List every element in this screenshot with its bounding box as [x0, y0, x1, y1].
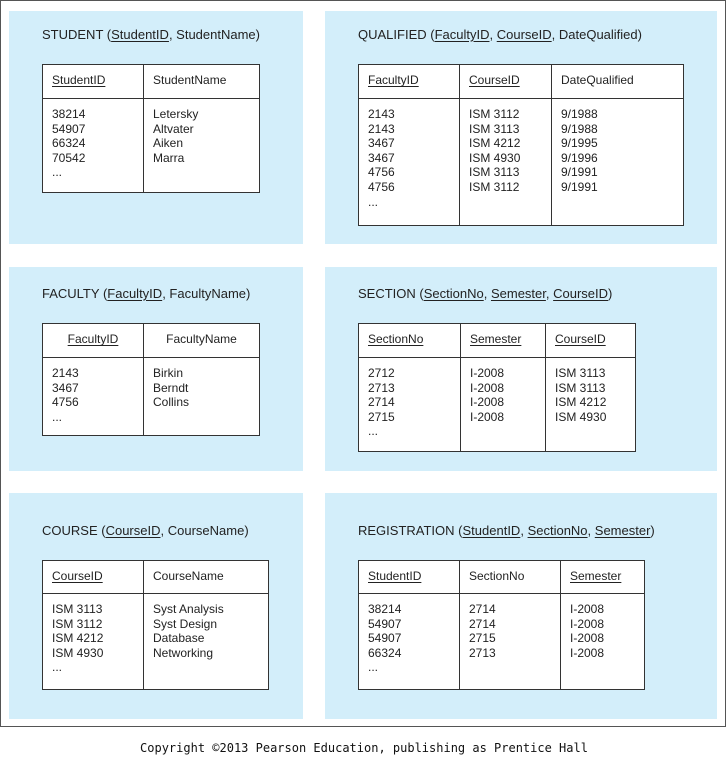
column-header: FacultyID [67, 332, 119, 346]
table-column [43, 561, 143, 689]
column-values [470, 366, 504, 439]
table-cell: ISM 3113 [52, 602, 103, 616]
table-column [460, 324, 545, 451]
column-values [153, 107, 198, 180]
table-cell: 54907 [52, 121, 86, 136]
table-cell: ISM 3112 [469, 179, 520, 194]
table-cell [469, 195, 520, 210]
table-cell: ISM 4212 [52, 631, 104, 646]
table-column [143, 561, 268, 689]
table-cell: 54907 [368, 631, 402, 646]
table-cell: ISM 3112 [469, 107, 520, 121]
column-values [561, 107, 598, 209]
table-cell: Birkin [153, 366, 184, 380]
relation-name: STUDENT [42, 27, 104, 42]
relation-name: REGISTRATION [358, 523, 455, 538]
primary-key-attribute: CourseID [105, 523, 161, 538]
table-cell: ISM 3112 [52, 616, 103, 631]
table-cell: ... [368, 660, 379, 675]
column-values [368, 602, 401, 675]
column-values [153, 602, 224, 675]
table-cell: 4756 [368, 165, 395, 180]
table-cell: ISM 3113 [469, 165, 520, 180]
student-relation-title: STUDENT (StudentID, StudentName) [42, 27, 261, 42]
table-cell: Networking [153, 645, 214, 660]
table-cell: Berndt [153, 380, 189, 395]
section-table [358, 323, 636, 452]
table-cell: ... [368, 194, 379, 209]
table-column [560, 561, 644, 689]
faculty-relation-title: FACULTY (FacultyID, FacultyName) [42, 286, 251, 301]
table-cell: 66324 [52, 136, 86, 151]
column-header: StudentName [153, 73, 227, 87]
table-column [459, 561, 560, 689]
column-header: Semester [570, 569, 622, 583]
table-cell: ISM 3113 [555, 366, 606, 380]
primary-key-attribute: SectionNo [527, 523, 588, 538]
table-cell: I-2008 [470, 409, 505, 424]
column-header: FacultyName [166, 332, 237, 346]
registration-relation-title: REGISTRATION (StudentID, SectionNo, Semester) [358, 523, 655, 538]
table-cell: 9/1991 [561, 179, 598, 194]
table-cell: 3467 [368, 150, 395, 165]
table-cell: I-2008 [570, 631, 605, 646]
table-cell: I-2008 [570, 616, 605, 631]
table-column [359, 324, 460, 451]
table-cell: I-2008 [570, 602, 605, 616]
column-header: StudentID [52, 73, 106, 87]
primary-key-attribute: FacultyID [434, 27, 490, 42]
column-header: FacultyID [368, 73, 419, 87]
table-cell: 2143 [368, 121, 395, 136]
table-cell: 66324 [368, 645, 402, 660]
relation-name: SECTION [358, 286, 416, 301]
table-cell [570, 660, 604, 675]
table-cell: 4756 [368, 179, 395, 194]
copyright-notice: Copyright ©2013 Pearson Education, publishing as Prentice Hall [140, 741, 588, 755]
column-values [469, 602, 496, 675]
column-values [52, 602, 103, 675]
table-cell: 9/1988 [561, 121, 598, 136]
column-values [368, 107, 395, 209]
table-cell: I-2008 [570, 645, 605, 660]
table-cell: I-2008 [470, 366, 505, 380]
table-cell: 2714 [469, 602, 496, 616]
table-cell: 54907 [368, 616, 402, 631]
attribute: DateQualified [558, 27, 638, 42]
column-values [368, 366, 395, 439]
table-cell: ... [52, 409, 63, 424]
table-cell: 2715 [469, 631, 496, 646]
qualified-relation-title: QUALIFIED (FacultyID, CourseID, DateQualified) [358, 27, 642, 42]
primary-key-attribute: CourseID [553, 286, 609, 301]
table-cell [153, 165, 198, 180]
table-cell: 2713 [368, 380, 395, 395]
table-cell: I-2008 [470, 380, 505, 395]
table-column [359, 561, 459, 689]
table-cell: ... [52, 660, 63, 675]
relation-name: QUALIFIED [358, 27, 427, 42]
table-column [143, 65, 259, 192]
attribute: FacultyName [169, 286, 246, 301]
table-cell: 70542 [52, 150, 86, 165]
table-cell: 9/1991 [561, 165, 598, 180]
table-cell: 9/1995 [561, 136, 598, 151]
table-column [545, 324, 635, 451]
primary-key-attribute: FacultyID [107, 286, 163, 301]
table-cell: 2143 [52, 366, 79, 380]
table-cell: Collins [153, 395, 190, 410]
column-values [52, 107, 85, 180]
table-cell: ISM 4930 [469, 150, 521, 165]
table-cell: 3467 [368, 136, 395, 151]
table-cell: 38214 [368, 602, 402, 616]
table-cell: 2715 [368, 409, 395, 424]
table-cell [470, 424, 504, 439]
registration-table [358, 560, 645, 690]
table-cell: ISM 4930 [52, 645, 104, 660]
column-header: CourseID [555, 332, 606, 346]
table-column [43, 324, 143, 435]
relation-name: COURSE [42, 523, 98, 538]
relation-name: FACULTY [42, 286, 100, 301]
table-column [359, 65, 459, 225]
column-values [469, 107, 520, 209]
column-values [570, 602, 604, 675]
faculty-table [42, 323, 260, 436]
table-cell: Altvater [153, 121, 194, 136]
attribute: CourseName [167, 523, 245, 538]
primary-key-attribute: SectionNo [423, 286, 484, 301]
table-cell: 3467 [52, 380, 79, 395]
column-values [52, 366, 79, 424]
table-cell [153, 660, 224, 675]
table-cell: Marra [153, 150, 185, 165]
table-cell: Aiken [153, 136, 184, 151]
table-cell: I-2008 [470, 395, 505, 410]
table-cell: 9/1996 [561, 150, 598, 165]
course-table [42, 560, 269, 690]
table-cell: 2714 [368, 395, 395, 410]
table-column [551, 65, 683, 225]
table-cell: Syst Design [153, 616, 218, 631]
primary-key-attribute: Semester [594, 523, 651, 538]
table-cell: Letersky [153, 107, 199, 121]
table-cell: Database [153, 631, 205, 646]
table-cell [153, 410, 189, 425]
table-cell: ISM 4212 [469, 136, 521, 151]
table-cell: ISM 3113 [469, 121, 520, 136]
table-cell: 38214 [52, 107, 86, 121]
column-header: SectionNo [469, 569, 525, 583]
table-cell: 4756 [52, 395, 79, 410]
section-relation-title: SECTION (SectionNo, Semester, CourseID) [358, 286, 613, 301]
table-cell: ... [368, 424, 379, 439]
primary-key-attribute: StudentID [111, 27, 169, 42]
table-cell: 2713 [469, 645, 496, 660]
column-header: CourseID [469, 73, 520, 87]
column-values [555, 366, 606, 439]
primary-key-attribute: CourseID [496, 27, 552, 42]
table-cell [469, 660, 496, 675]
qualified-table [358, 64, 684, 226]
table-cell: 2712 [368, 366, 395, 380]
table-cell [561, 195, 598, 210]
column-values [153, 366, 189, 424]
primary-key-attribute: StudentID [462, 523, 521, 538]
student-table [42, 64, 260, 193]
table-cell: 9/1988 [561, 107, 598, 121]
column-header: SectionNo [368, 332, 424, 346]
table-cell: 2714 [469, 616, 496, 631]
table-cell [555, 424, 606, 439]
column-header: Semester [470, 332, 522, 346]
table-cell: 2143 [368, 107, 395, 121]
table-column [143, 324, 259, 435]
table-column [459, 65, 551, 225]
table-column [43, 65, 143, 192]
table-cell: ISM 4212 [555, 395, 607, 410]
course-relation-title: COURSE (CourseID, CourseName) [42, 523, 249, 538]
table-cell: Syst Analysis [153, 602, 224, 616]
attribute: StudentName [176, 27, 256, 42]
column-header: CourseID [52, 569, 103, 583]
table-cell: ISM 3113 [555, 380, 606, 395]
table-cell: ... [52, 165, 63, 180]
column-header: StudentID [368, 569, 422, 583]
table-cell: ISM 4930 [555, 409, 607, 424]
column-header: DateQualified [561, 73, 634, 87]
column-header: CourseName [153, 569, 224, 583]
primary-key-attribute: Semester [490, 286, 546, 301]
